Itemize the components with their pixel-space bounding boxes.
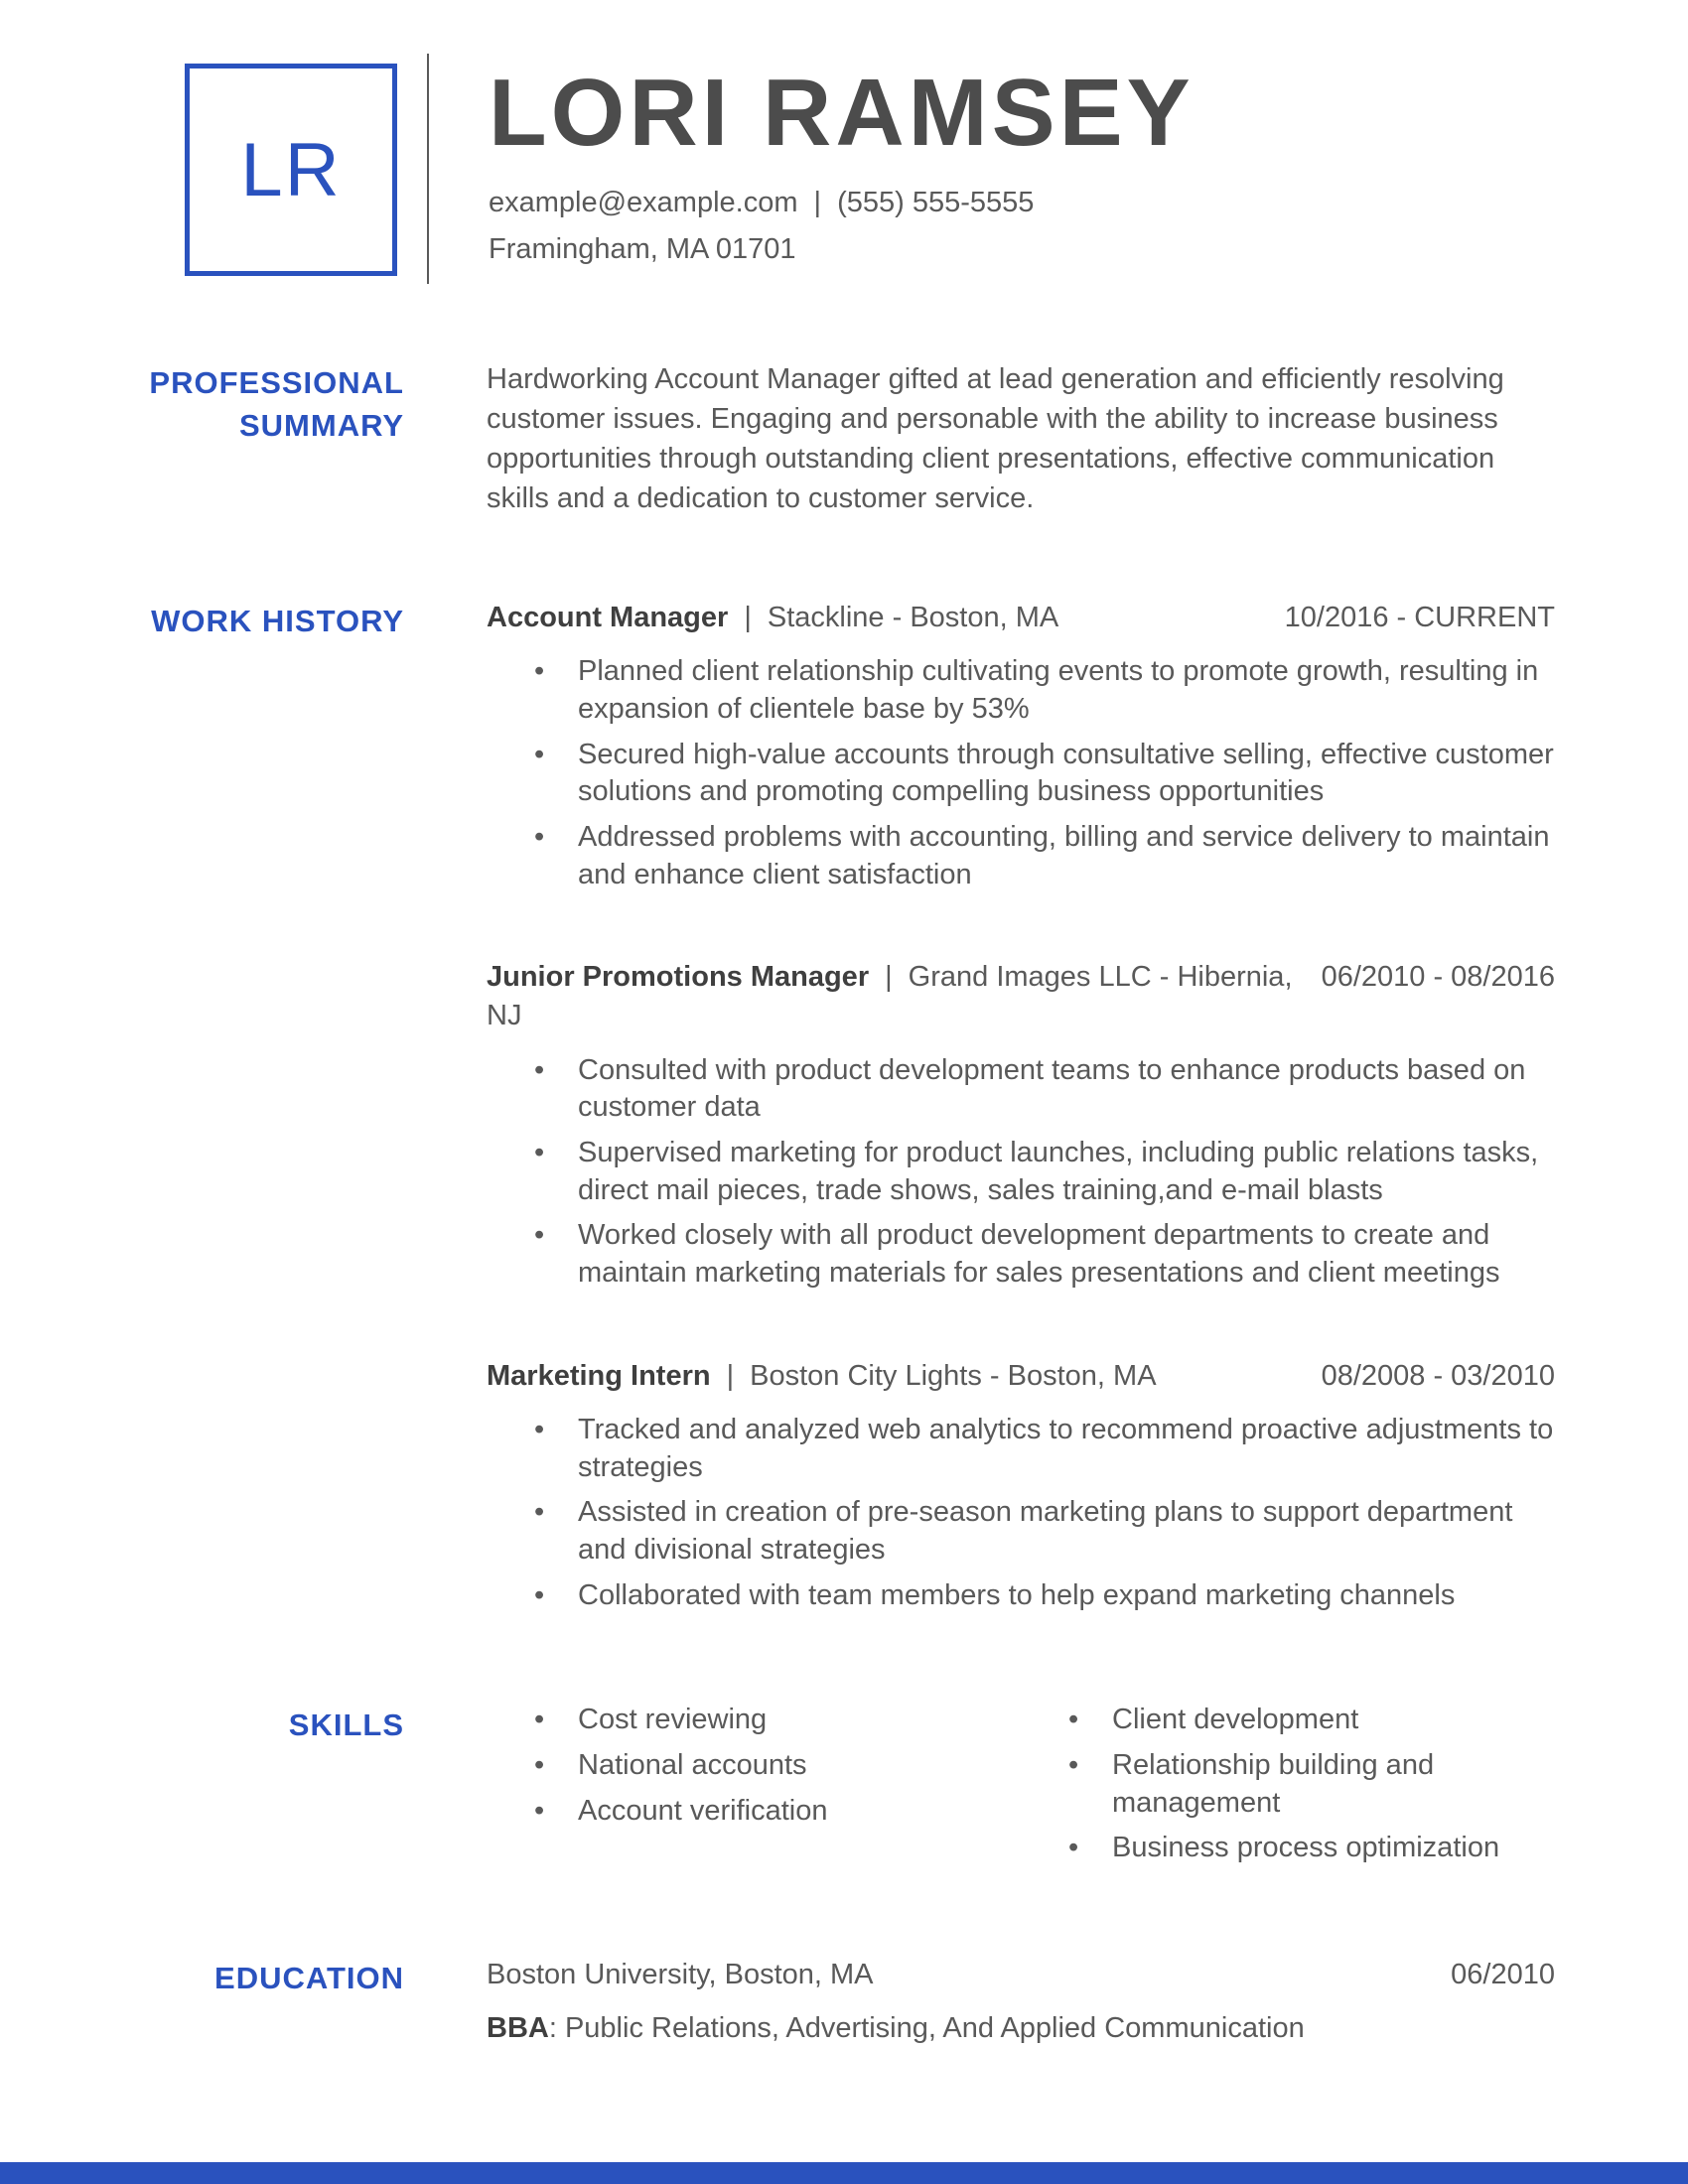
- monogram-initials: LR: [240, 127, 342, 212]
- skills-columns: [487, 1702, 1555, 1875]
- job-bullet-list: [487, 1052, 1555, 1293]
- bullet-item: • Addressed problems with accounting, billing and service delivery to maintain and enhance client satisfaction: [534, 819, 1555, 893]
- job-separator: |: [885, 961, 893, 994]
- resume-body: [0, 359, 1688, 2048]
- job-separator: |: [726, 1359, 735, 1392]
- education-degree: [487, 2008, 1555, 2048]
- job-heading: [487, 957, 1555, 1035]
- bullet-item: • Secured high-value accounts through consultative selling, effective customer solutions and promoting compelling business opportunities: [534, 737, 1555, 811]
- job-entry: [487, 598, 1555, 893]
- bullet-item: • Planned client relationship cultivating events to promote growth, resulting in expansion of clientele base by 53%: [534, 653, 1555, 728]
- job-company: Grand Images LLC - Hibernia, NJ: [487, 961, 1293, 1032]
- job-bullet-list: [487, 653, 1555, 893]
- job-dates: 06/2010 - 08/2016: [1321, 961, 1555, 994]
- job-heading: [487, 1356, 1555, 1396]
- skills-list-right: [1021, 1702, 1555, 1875]
- summary-label: PROFESSIONAL SUMMARY: [149, 365, 404, 444]
- skill-item: • Client development: [1068, 1702, 1555, 1739]
- bullet-item: • Consulted with product development teams to enhance products based on customer data: [534, 1052, 1555, 1127]
- phone-text: (555) 555-5555: [837, 187, 1035, 218]
- job-title: Junior Promotions Manager: [487, 961, 870, 994]
- footer-accent-bar: [0, 2162, 1688, 2184]
- bullet-item: • Worked closely with all product development departments to create and maintain marketing materials for sales presentations and client meetings: [534, 1217, 1555, 1292]
- header-divider: [427, 54, 429, 284]
- skill-item: • National accounts: [534, 1747, 1021, 1785]
- skills-list-left: [487, 1702, 1021, 1875]
- job-title-company: [487, 958, 1298, 1035]
- section-skills: [0, 1702, 1688, 1875]
- section-summary: [0, 359, 1688, 518]
- job-separator: |: [744, 602, 752, 634]
- education-content: [487, 1955, 1555, 2048]
- address-text: Framingham, MA 01701: [489, 233, 796, 265]
- job-heading: [487, 598, 1555, 637]
- skill-item: • Cost reviewing: [534, 1702, 1021, 1739]
- work-history-label: WORK HISTORY: [151, 604, 404, 639]
- job-bullet-list: [487, 1412, 1555, 1614]
- skill-item: • Account verification: [534, 1793, 1021, 1831]
- education-label: EDUCATION: [214, 1961, 404, 1996]
- skill-item: • Relationship building and management: [1068, 1747, 1555, 1822]
- resume-header: [0, 0, 1688, 284]
- skill-item: • Business process optimization: [1068, 1830, 1555, 1867]
- job-entry: [487, 1356, 1555, 1615]
- bullet-item: • Assisted in creation of pre-season marketing plans to support department and divisional strategies: [534, 1494, 1555, 1569]
- section-education: [0, 1955, 1688, 2048]
- job-entry: [487, 957, 1555, 1292]
- education-school: Boston University, Boston, MA: [487, 1959, 874, 1991]
- job-company: Stackline - Boston, MA: [767, 602, 1059, 634]
- job-title-company: [487, 1357, 1157, 1396]
- skills-content: [487, 1702, 1555, 1875]
- email-text: example@example.com: [489, 187, 798, 218]
- monogram-box: [185, 64, 397, 276]
- job-title-company: [487, 599, 1058, 637]
- header-text: [489, 60, 1195, 266]
- candidate-name: LORI RAMSEY: [489, 60, 1195, 166]
- work-history-content: [487, 598, 1555, 1622]
- bullet-item: • Tracked and analyzed web analytics to recommend proactive adjustments to strategies: [534, 1412, 1555, 1486]
- section-work-history: [0, 598, 1688, 1622]
- education-school-row: [487, 1955, 1555, 1994]
- job-dates: 10/2016 - CURRENT: [1284, 602, 1555, 634]
- skills-label: SKILLS: [288, 1707, 404, 1743]
- summary-text: Hardworking Account Manager gifted at lead generation and efficiently resolving customer issues. Engaging and personable with the ability to increase business opportunities through outstanding client presentations, effective communication skills and a dedication to customer service.: [487, 363, 1504, 515]
- bullet-item: • Supervised marketing for product launches, including public relations tasks, direct mail pieces, trade shows, sales training,and e-mail blasts: [534, 1135, 1555, 1209]
- contact-line: [489, 187, 1195, 219]
- education-date: 06/2010: [1451, 1959, 1555, 1991]
- job-title: Marketing Intern: [487, 1359, 711, 1392]
- degree-description: : Public Relations, Advertising, And Applied Communication: [548, 2012, 1305, 2045]
- job-title: Account Manager: [487, 602, 729, 634]
- job-company: Boston City Lights - Boston, MA: [750, 1359, 1157, 1392]
- bullet-item: • Collaborated with team members to help expand marketing channels: [534, 1577, 1555, 1615]
- degree-label: BBA: [487, 2012, 549, 2045]
- job-dates: 08/2008 - 03/2010: [1321, 1359, 1555, 1392]
- contact-separator: |: [813, 187, 822, 218]
